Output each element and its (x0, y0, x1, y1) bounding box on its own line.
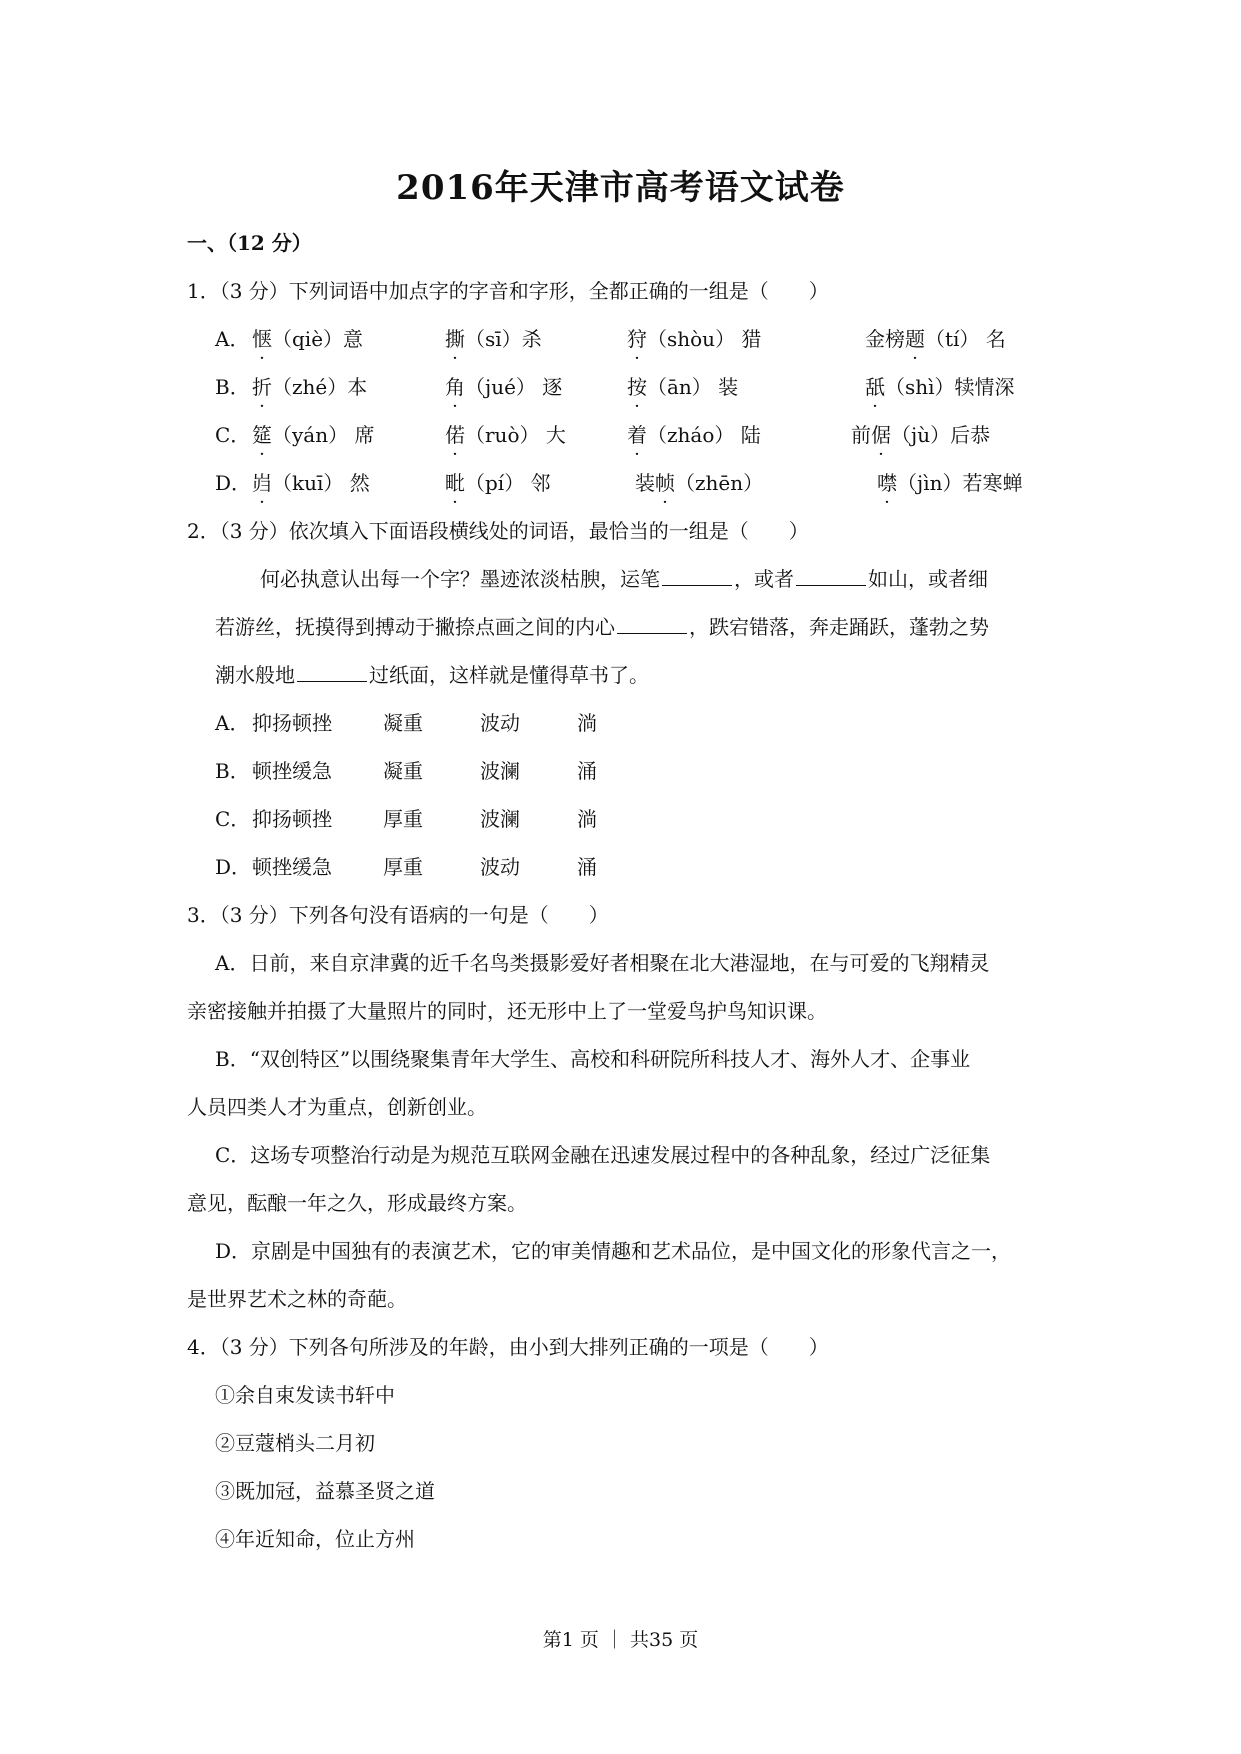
dotted-char: 角 (445, 375, 465, 399)
q3-option-b-line-2: 人员四类人才为重点，创新创业。 (187, 1095, 487, 1119)
q2-option-a (215, 710, 715, 740)
dotted-char: 舐 (865, 375, 885, 399)
passage-text: 若游丝，抚摸得到搏动于撇捺点画之间的内心 (215, 615, 615, 639)
dotted-char: 按 (627, 375, 647, 399)
option-text: 前 (851, 423, 871, 447)
option-text: （zháo） 陆 (647, 423, 761, 447)
q3-option-a-line-1: A．日前，来自京津冀的近千名鸟类摄影爱好者相聚在北大港湿地，在与可爱的飞翔精灵 (215, 951, 990, 975)
q4-item-4: ④年近知命，位止方州 (215, 1527, 415, 1551)
q2-option-d (215, 854, 715, 884)
option-letter: B． (215, 759, 250, 783)
option-word: 涌 (577, 759, 597, 783)
q3-option-b-line-1: B．“双创特区”以围绕聚集青年大学生、高校和科研院所科技人才、海外人才、企事业 (215, 1047, 971, 1071)
option-text: （zhēn） (675, 471, 764, 495)
q3-option-c-line-2: 意见，酝酿一年之久，形成最终方案。 (187, 1191, 527, 1215)
dotted-char: 狩 (627, 327, 647, 351)
q1-option-b (215, 374, 1065, 404)
option-text: （ruò） 大 (465, 423, 566, 447)
option-text: （shì）犊情深 (885, 375, 1015, 399)
q1-option-a (215, 326, 1065, 356)
fill-blank (617, 615, 687, 634)
option-text: （tí） 名 (925, 327, 1006, 351)
option-letter: A． (215, 327, 250, 351)
q4-item-2: ②豆蔻梢头二月初 (215, 1431, 375, 1455)
q2-passage-line-3 (215, 662, 649, 688)
passage-text: 何必执意认出每一个字？墨迹浓淡枯腴，运笔 (260, 567, 660, 591)
section-heading: 一、（12 分） (187, 231, 312, 255)
question-4-stem: 4．（3 分）下列各句所涉及的年龄，由小到大排列正确的一项是（ ） (187, 1335, 829, 1359)
question-2-stem: 2．（3 分）依次填入下面语段横线处的词语，最恰当的一组是（ ） (187, 519, 809, 543)
option-word: 波澜 (480, 759, 520, 783)
option-word: 淌 (577, 711, 597, 735)
option-text: 金榜 (865, 327, 905, 351)
option-text: 装 (635, 471, 655, 495)
q1-option-c (215, 422, 1065, 452)
passage-text: ，跌宕错落，奔走踊跃，蓬勃之势 (689, 615, 989, 639)
option-word: 波动 (480, 711, 520, 735)
option-text: （jù）后恭 (891, 423, 991, 447)
q3-option-d-line-1: D．京剧是中国独有的表演艺术，它的审美情趣和艺术品位，是中国文化的形象代言之一， (215, 1239, 1012, 1263)
dotted-char: 噤 (877, 471, 897, 495)
option-word: 凝重 (383, 759, 423, 783)
option-text: （yán） 席 (272, 423, 375, 447)
passage-text: 过纸面，这样就是懂得草书了。 (369, 663, 649, 687)
option-text: （ān） 装 (647, 375, 739, 399)
option-letter: C． (215, 423, 251, 447)
option-word: 波动 (480, 855, 520, 879)
question-1-stem: 1．（3 分）下列词语中加点字的字音和字形，全都正确的一组是（ ） (187, 279, 829, 303)
option-text: （pí） 邻 (465, 471, 551, 495)
option-letter: D． (215, 855, 252, 879)
passage-text: 潮水般地 (215, 663, 295, 687)
dotted-char: 惬 (252, 327, 272, 351)
question-3-stem: 3．（3 分）下列各句没有语病的一句是（ ） (187, 903, 609, 927)
q2-passage-line-1 (260, 566, 988, 592)
dotted-char: 撕 (445, 327, 465, 351)
dotted-char: 岿 (252, 471, 272, 495)
dotted-char: 毗 (445, 471, 465, 495)
option-word: 涌 (577, 855, 597, 879)
option-text: （shòu） 猎 (647, 327, 762, 351)
option-word: 抑扬顿挫 (252, 807, 332, 831)
fill-blank (297, 663, 367, 682)
option-text: （qiè）意 (272, 327, 364, 351)
option-text: （jué） 逐 (465, 375, 563, 399)
dotted-char: 折 (252, 375, 272, 399)
option-word: 顿挫缓急 (252, 759, 332, 783)
dotted-char: 筵 (252, 423, 272, 447)
option-word: 厚重 (383, 807, 423, 831)
option-text: （sī）杀 (465, 327, 542, 351)
q3-option-c-line-1: C．这场专项整治行动是为规范互联网金融在迅速发展过程中的各种乱象，经过广泛征集 (215, 1143, 991, 1167)
option-letter: A． (215, 711, 250, 735)
option-text: （zhé）本 (272, 375, 368, 399)
fill-blank (662, 567, 732, 586)
option-letter: C． (215, 807, 251, 831)
option-word: 抑扬顿挫 (252, 711, 332, 735)
dotted-char: 倨 (871, 423, 891, 447)
q4-item-3: ③既加冠，益慕圣贤之道 (215, 1479, 435, 1503)
option-text: （kuī） 然 (272, 471, 370, 495)
option-letter: B． (215, 375, 250, 399)
q2-option-b (215, 758, 715, 788)
option-text: （jìn）若寒蝉 (897, 471, 1023, 495)
page-title: 2016年天津市高考语文试卷 (396, 168, 845, 208)
q2-passage-line-2 (215, 614, 989, 640)
q2-option-c (215, 806, 715, 836)
q4-item-1: ①余自束发读书轩中 (215, 1383, 395, 1407)
q3-option-a-line-2: 亲密接触并拍摄了大量照片的同时，还无形中上了一堂爱鸟护鸟知识课。 (187, 999, 827, 1023)
passage-text: ，或者 (734, 567, 794, 591)
dotted-char: 题 (905, 327, 925, 351)
option-word: 淌 (577, 807, 597, 831)
option-word: 顿挫缓急 (252, 855, 332, 879)
option-word: 凝重 (383, 711, 423, 735)
dotted-char: 着 (627, 423, 647, 447)
passage-text: 如山，或者细 (868, 567, 988, 591)
dotted-char: 偌 (445, 423, 465, 447)
option-word: 厚重 (383, 855, 423, 879)
dotted-char: 帧 (655, 471, 675, 495)
q1-option-d (215, 470, 1065, 500)
option-word: 波澜 (480, 807, 520, 831)
page-footer: 第1 页 ｜ 共35 页 (542, 1629, 699, 1651)
option-letter: D． (215, 471, 252, 495)
q3-option-d-line-2: 是世界艺术之林的奇葩。 (187, 1287, 407, 1311)
fill-blank (796, 567, 866, 586)
